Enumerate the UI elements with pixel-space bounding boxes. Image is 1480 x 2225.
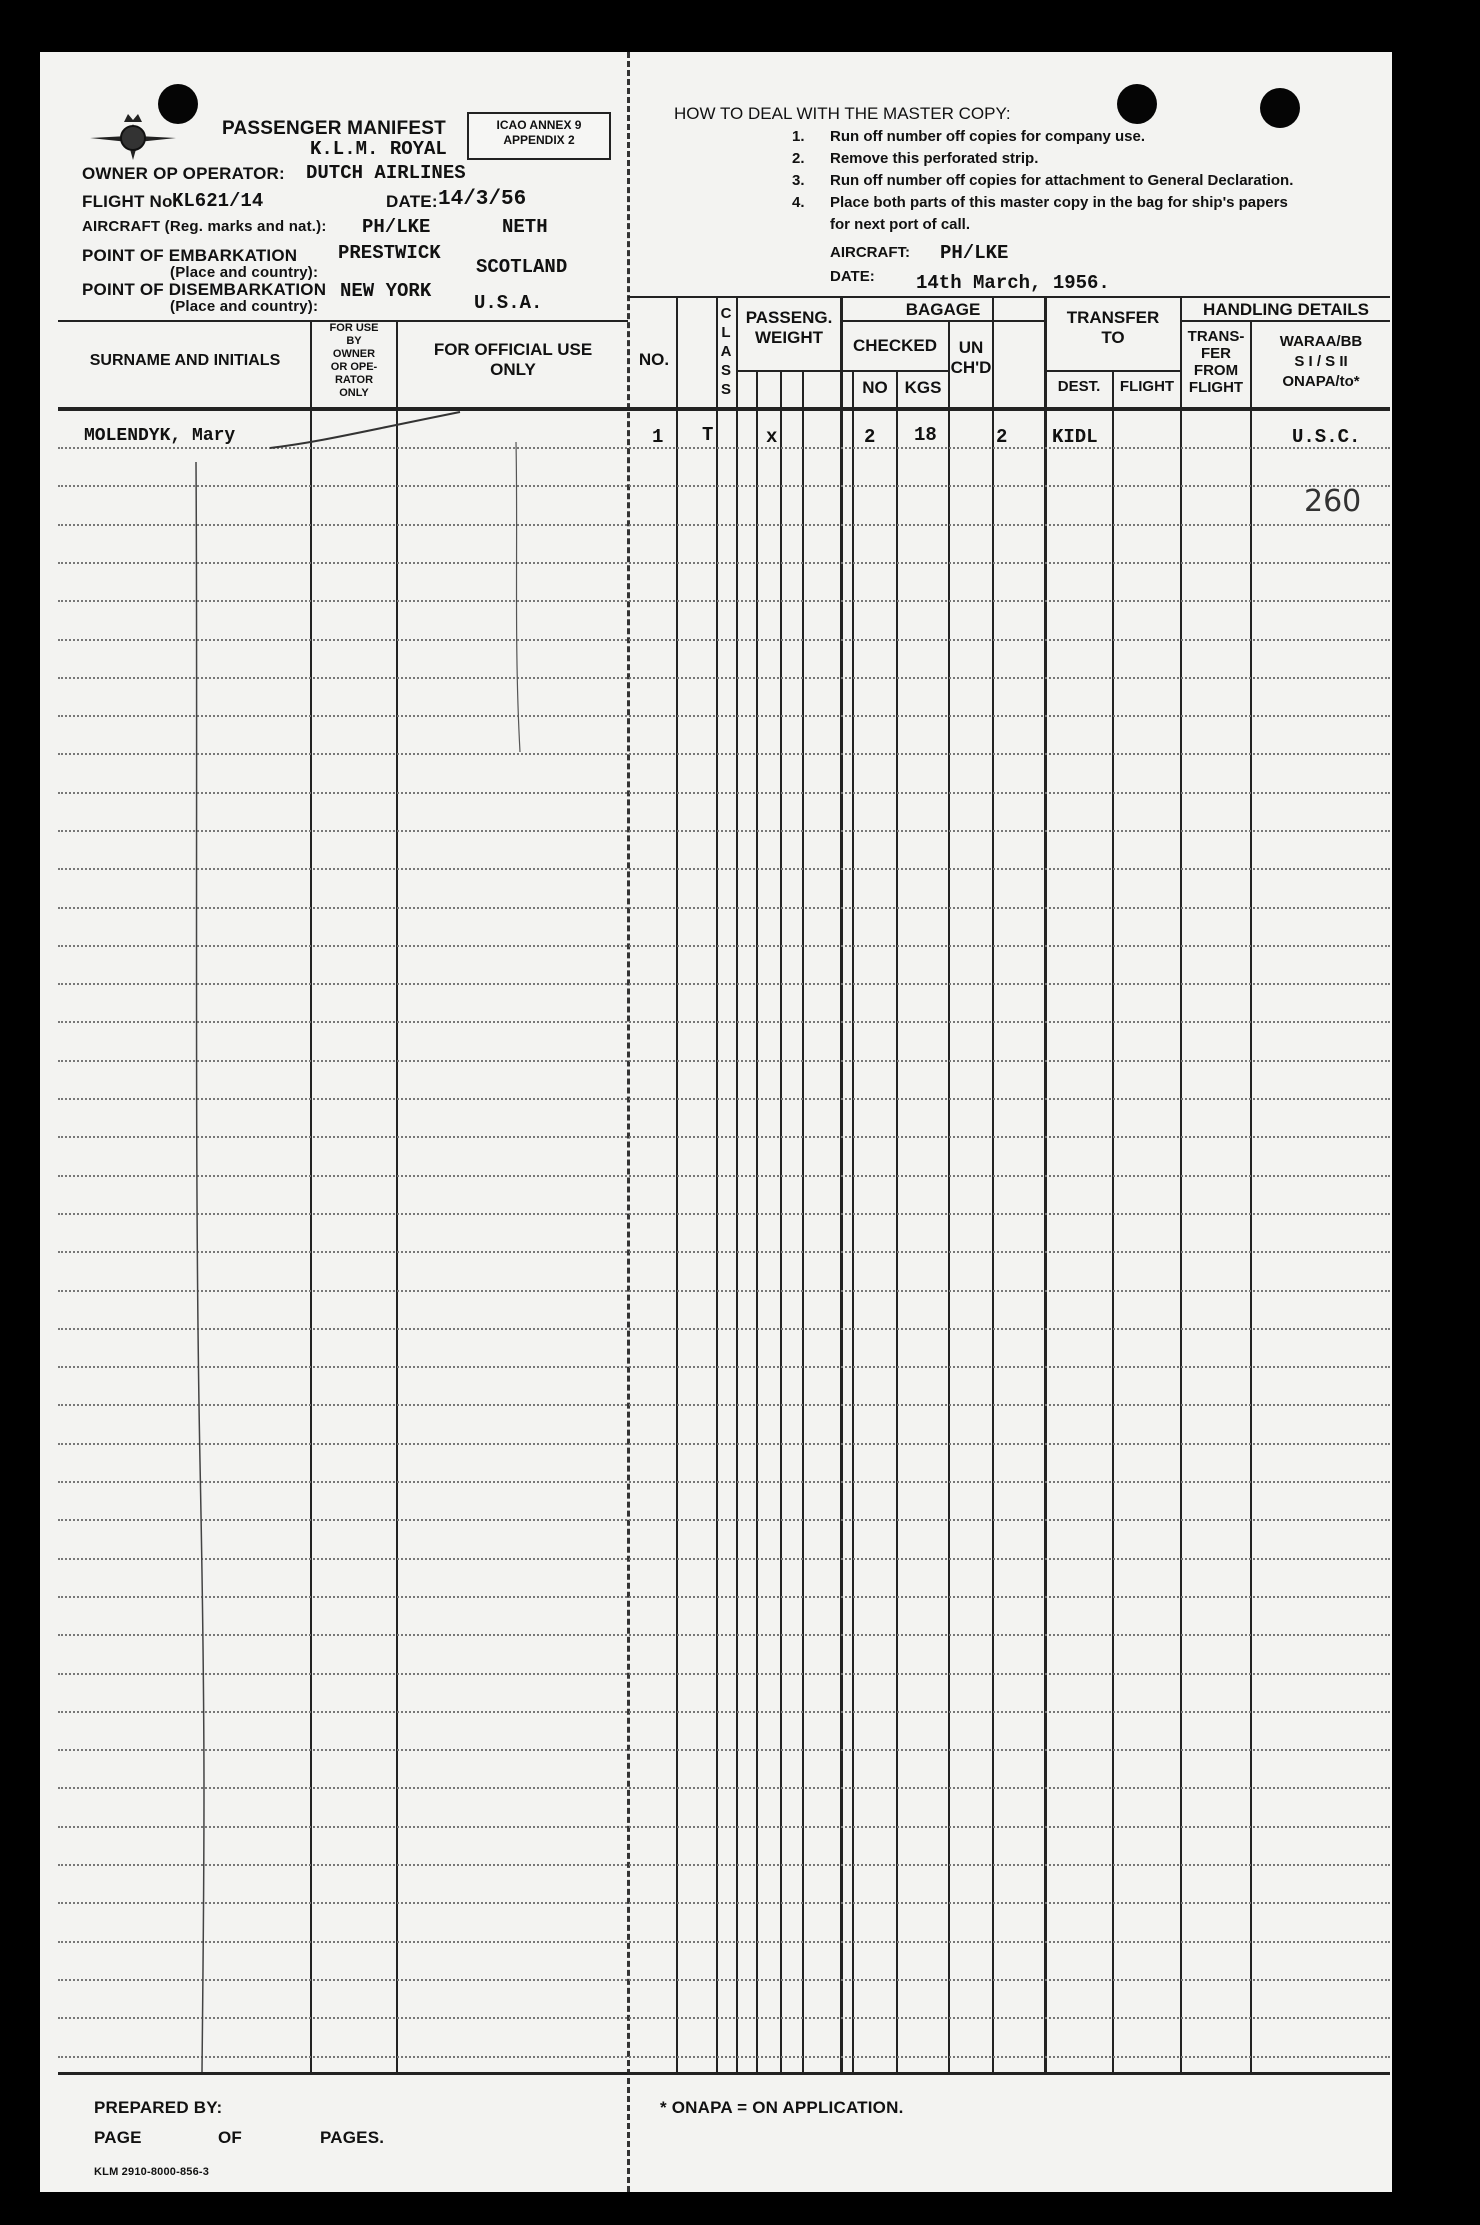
header-owner-use [312, 322, 396, 400]
table-row-line [58, 1213, 1390, 1215]
table-row-line [58, 1098, 1390, 1100]
instructions-aircraft-label: AIRCRAFT: [830, 244, 910, 261]
checked-sub-rule [840, 370, 948, 372]
handling-sub-rule [1180, 320, 1390, 322]
col-rule [948, 320, 950, 2072]
handwritten-stroke [270, 402, 470, 462]
row-unchd: 2 [996, 426, 1008, 448]
table-row-line [58, 1251, 1390, 1253]
flight-label: FLIGHT No. [82, 192, 178, 211]
instruction-text-1: Run off number off copies for company use. [830, 128, 1146, 145]
table-row-line [58, 1060, 1390, 1062]
table-row-line [58, 1634, 1390, 1636]
transfer-from-line: TRANS- [1187, 328, 1245, 345]
table-row-line [58, 1519, 1390, 1521]
table-row-line [58, 1941, 1390, 1943]
operator-line-2: DUTCH AIRLINES [306, 162, 466, 184]
instruction-num-1: 1. [792, 128, 805, 145]
table-row-line [58, 1787, 1390, 1789]
handwritten-vertical-stroke [190, 462, 210, 2082]
unchd-line: UN [958, 338, 984, 357]
table-row-line [58, 1864, 1390, 1866]
transfer-from-line: FLIGHT [1188, 379, 1244, 396]
transfer-sub-rule [1044, 370, 1180, 372]
footer-page: PAGE [94, 2128, 142, 2147]
perforation-line [627, 52, 630, 2192]
table-row-line [58, 1596, 1390, 1598]
header-transfer-from [1182, 328, 1250, 396]
table-row-line [58, 1711, 1390, 1713]
transfer-line: TRANSFER [1066, 308, 1160, 327]
table-row-line [58, 715, 1390, 717]
table-row-line [58, 1328, 1390, 1330]
header-dest: DEST. [1057, 378, 1101, 395]
transfer-line: TO [1101, 327, 1125, 347]
table-row-line [58, 945, 1390, 947]
embarkation-value: PRESTWICK [338, 242, 441, 264]
disembarkation-place-label: (Place and country): [170, 298, 319, 315]
col-rule [852, 370, 854, 2072]
aircraft-label: AIRCRAFT (Reg. marks and nat.): [82, 218, 327, 235]
disembarkation-country: U.S.A. [474, 292, 543, 314]
class-letter: L [721, 324, 731, 341]
header-transfer [1046, 308, 1180, 347]
table-row-line [58, 2056, 1390, 2058]
table-row-line [58, 830, 1390, 832]
footer-prepared-by: PREPARED BY: [94, 2098, 223, 2117]
table-row-line [58, 1366, 1390, 1368]
col-rule [896, 370, 898, 2072]
table-row-line [58, 1902, 1390, 1904]
table-row-line [58, 1443, 1390, 1445]
table-row-line [58, 1979, 1390, 1981]
official-line: ONLY [490, 359, 536, 379]
table-row-line [58, 1136, 1390, 1138]
col-rule [1112, 370, 1114, 2072]
row-handling: U.S.C. [1292, 426, 1361, 448]
table-row-line [58, 447, 1390, 449]
header-bottom-rule [58, 407, 1390, 411]
bagage-sub-rule [840, 320, 1044, 322]
table-row-line [58, 753, 1390, 755]
table-row-line [58, 907, 1390, 909]
table-row-line [58, 1481, 1390, 1483]
header-unchd [950, 338, 992, 377]
header-class [716, 304, 736, 399]
instruction-num-2: 2. [792, 150, 805, 167]
table-row-line [58, 1826, 1390, 1828]
date-label: DATE: [386, 192, 438, 211]
header-official-use [400, 340, 626, 379]
row-no: 1 [652, 426, 664, 448]
table-bottom-rule [58, 2072, 1390, 2075]
klm-crown-logo [88, 110, 178, 170]
instructions-title: HOW TO DEAL WITH THE MASTER COPY: [674, 104, 1011, 123]
owner-use-line: RATOR [334, 374, 374, 386]
footer-pages: PAGES. [320, 2128, 385, 2147]
row-weight: x [766, 426, 778, 448]
date-value: 14/3/56 [438, 188, 527, 211]
waraa-line: WARAA/BB [1279, 333, 1363, 350]
transfer-from-line: FROM [1193, 362, 1239, 379]
instruction-text-4: Place both parts of this master copy in the bag for ship's papers [830, 194, 1288, 211]
icao-annex-box [467, 112, 611, 160]
passeng-line: PASSENG. [745, 308, 833, 327]
instruction-num-3: 3. [792, 172, 805, 189]
owner-use-line: OR OPE- [330, 361, 378, 373]
table-row-line [58, 485, 1390, 487]
col-rule [396, 320, 398, 2072]
row-kgs: 18 [914, 424, 937, 446]
class-letter: C [720, 305, 732, 322]
manifest-form [40, 52, 1392, 2192]
form-title: PASSENGER MANIFEST [222, 118, 446, 139]
table-row-line [58, 1749, 1390, 1751]
embarkation-place-label: (Place and country): [170, 264, 319, 281]
instruction-text-3: Run off number off copies for attachment to General Declaration. [830, 172, 1294, 189]
disembarkation-value: NEW YORK [340, 280, 432, 302]
owner-use-line: BY [346, 335, 362, 347]
aircraft-nationality: NETH [502, 216, 548, 238]
col-rule [1250, 322, 1252, 2072]
aircraft-value: PH/LKE [362, 216, 431, 238]
punch-hole [1117, 84, 1157, 124]
class-letter: S [720, 381, 731, 398]
header-no: NO. [638, 350, 670, 369]
table-row-line [58, 600, 1390, 602]
table-row-line [58, 868, 1390, 870]
disembarkation-label: POINT OF DISEMBARKATION [82, 280, 327, 299]
unchd-line: CH'D [950, 357, 992, 377]
right-header-top-rule [628, 296, 1390, 298]
table-row-line [58, 792, 1390, 794]
operator-line-1: K.L.M. ROYAL [310, 138, 447, 160]
table-row-line [58, 983, 1390, 985]
handwritten-annotation: 260 [1304, 484, 1362, 519]
class-letter: A [720, 343, 732, 360]
table-row-line [58, 2017, 1390, 2019]
class-letter: S [720, 362, 731, 379]
instructions-date-value: 14th March, 1956. [916, 272, 1110, 294]
instruction-text-2: Remove this perforated strip. [830, 150, 1039, 167]
footer-onapa-note: * ONAPA = ON APPLICATION. [660, 2098, 904, 2117]
embarkation-country: SCOTLAND [476, 256, 568, 278]
header-kgs: KGS [904, 378, 942, 397]
header-bagage: BAGAGE [905, 300, 981, 319]
table-row-line [58, 1558, 1390, 1560]
table-row-line [58, 1290, 1390, 1292]
icao-appendix-label: APPENDIX 2 [503, 133, 575, 147]
footer-form-code: KLM 2910-8000-856-3 [94, 2166, 210, 2178]
instruction-num-4: 4. [792, 194, 805, 211]
col-rule [756, 370, 758, 2072]
table-row-line [58, 1673, 1390, 1675]
header-bag-no: NO [862, 378, 888, 397]
transfer-from-line: FER [1201, 345, 1231, 362]
header-flight: FLIGHT [1119, 378, 1175, 395]
passeng-sub-rule [736, 370, 840, 372]
header-surname: SURNAME AND INITIALS [89, 352, 281, 369]
table-row-line [58, 1175, 1390, 1177]
table-row-line [58, 1404, 1390, 1406]
row-class: T [702, 424, 714, 446]
footer-of: OF [218, 2128, 243, 2147]
handwritten-vertical-stroke [510, 442, 530, 762]
owner-use-line: ONLY [339, 387, 369, 399]
col-rule [780, 370, 782, 2072]
punch-hole [1260, 88, 1300, 128]
passeng-line: WEIGHT [755, 327, 823, 347]
embarkation-label: POINT OF EMBARKATION [82, 246, 298, 265]
row-surname: MOLENDYK, Mary [84, 426, 236, 446]
header-handling: HANDLING DETAILS [1203, 300, 1369, 319]
table-row-line [58, 562, 1390, 564]
row-dest: KIDL [1052, 426, 1098, 448]
owner-label: OWNER OP OPERATOR: [82, 164, 285, 183]
official-line: FOR OFFICIAL USE [433, 340, 593, 359]
header-passeng-weight [738, 308, 840, 347]
instructions-date-label: DATE: [830, 268, 875, 285]
row-bag-no: 2 [864, 426, 876, 448]
table-row-line [58, 1021, 1390, 1023]
waraa-line: ONAPA/to* [1282, 373, 1360, 390]
header-waraa [1252, 332, 1390, 392]
table-row-line [58, 524, 1390, 526]
owner-use-line: OWNER [332, 348, 376, 360]
instructions-aircraft-value: PH/LKE [940, 242, 1009, 264]
instruction-text-4b: for next port of call. [830, 216, 971, 233]
col-rule [802, 370, 804, 2072]
header-checked: CHECKED [852, 336, 938, 355]
owner-use-line: FOR USE [329, 322, 379, 334]
waraa-line: S I / S II [1294, 353, 1348, 370]
icao-annex-label: ICAO ANNEX 9 [496, 118, 582, 132]
table-row-line [58, 677, 1390, 679]
col-rule [310, 320, 312, 2072]
flight-value: KL621/14 [172, 190, 264, 212]
table-row-line [58, 639, 1390, 641]
